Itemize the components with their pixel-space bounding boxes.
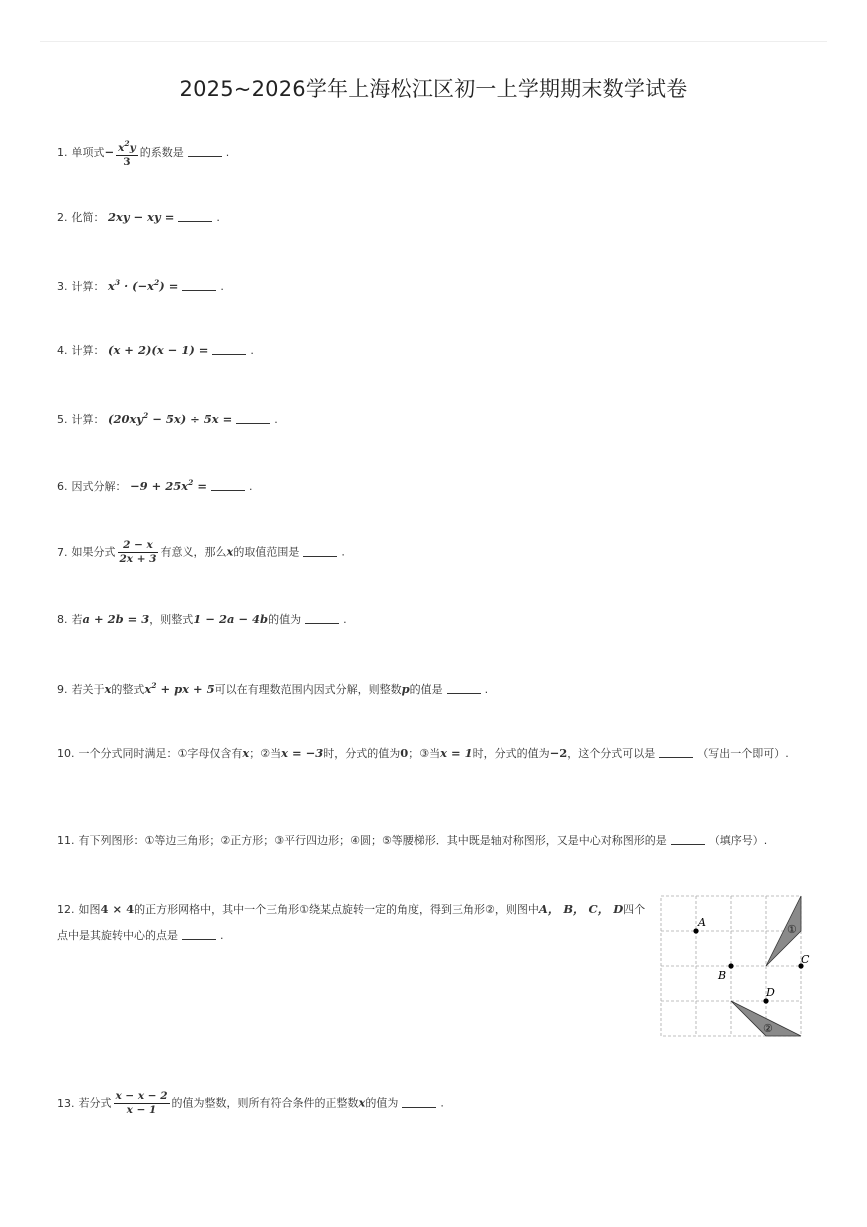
point-d — [763, 998, 768, 1003]
answer-blank[interactable] — [182, 928, 216, 940]
point-a — [693, 928, 698, 933]
answer-blank[interactable] — [188, 145, 222, 157]
question-7: 7. 如果分式 $\frac{2 - x}{2x + 3}$ 有意义，那么x的取值范围是 . — [57, 539, 345, 565]
math-expression: $x^3 \cdot (-x^2)$ = — [108, 278, 179, 293]
question-5: 5. 计算： $(20xy^2 - 5x) \div 5x$ = . — [57, 411, 278, 426]
answer-blank[interactable] — [305, 612, 339, 624]
question-12: 12. 如图4 × 4的正方形网格中，其中一个三角形①绕某点旋转一定的角度，得到三角形②，则图中A， B， C， D四个点中是其旋转中心的点是 . — [57, 902, 646, 942]
question-3: 3. 计算： $x^3 \cdot (-x^2)$ = . — [57, 278, 224, 293]
math-expression: $(20xy^2 - 5x) \div 5x$ = — [108, 411, 233, 426]
fraction: $\frac{x^2y}{3}$ — [118, 139, 136, 168]
point-d-label: D — [766, 986, 775, 999]
answer-blank[interactable] — [671, 833, 705, 845]
math-expression: $-9 + 25x^2$ = — [130, 478, 207, 493]
page-title: 2025~2026学年上海松江区初一上学期期末数学试卷 — [179, 77, 688, 101]
question-6: 6. 因式分解： $-9 + 25x^2$ = . — [57, 478, 253, 493]
question-10: 10. 一个分式同时满足：①字母仅含有x；②当x = −3时，分式的值为0；③当x = 1时，分式的值为−2，这个分式可以是 （写出一个即可）. — [57, 746, 789, 760]
point-a-label: A — [698, 916, 706, 929]
answer-blank[interactable] — [303, 545, 337, 557]
answer-blank[interactable] — [211, 479, 245, 491]
question-4: 4. 计算： (x + 2)(x − 1) = . — [57, 343, 254, 357]
answer-blank[interactable] — [402, 1096, 436, 1108]
point-b-label: B — [718, 969, 727, 982]
question-13: 13. 若分式 $\frac{x - x - 2}{x - 1}$ 的值为整数，则所有符合条件的正整数x的值为 . — [57, 1090, 444, 1116]
answer-blank[interactable] — [236, 412, 270, 424]
question-11: 11. 有下列图形：①等边三角形；②正方形；③平行四边形；④圆；⑤等腰梯形．其中既是轴对称图形，又是中心对称图形的是 （填序号）. — [57, 834, 768, 847]
answer-blank[interactable] — [212, 343, 246, 355]
question-9: 9. 若关于x的整式$x^2$ + px + 5可以在有理数范围内因式分解，则整数p的值是 . — [57, 681, 489, 696]
math-expression: 2xy − xy = — [108, 210, 175, 224]
question-1: 1. 单项式− $\frac{x^2y}{3}$ 的系数是 . — [57, 139, 230, 168]
question-8: 8. 若a + 2b = 3，则整式1 − 2a − 4b的值为 . — [57, 612, 347, 626]
point-c-label: C — [801, 953, 810, 966]
math-expression: (x + 2)(x − 1) = — [108, 343, 209, 357]
answer-blank[interactable] — [178, 210, 212, 222]
answer-blank[interactable] — [447, 682, 481, 694]
fraction: $\frac{2 - x}{2x + 3}$ — [119, 539, 157, 565]
question-2: 2. 化简： 2xy − xy = . — [57, 210, 220, 224]
answer-blank[interactable] — [182, 279, 216, 291]
answer-blank[interactable] — [659, 746, 693, 758]
point-b — [728, 963, 733, 968]
rotation-grid-figure — [660, 895, 810, 1037]
top-divider — [40, 41, 827, 42]
fraction: $\frac{x - x - 2}{x - 1}$ — [115, 1090, 168, 1116]
triangle-1-label: ① — [787, 923, 797, 936]
triangle-2-label: ② — [763, 1022, 773, 1035]
